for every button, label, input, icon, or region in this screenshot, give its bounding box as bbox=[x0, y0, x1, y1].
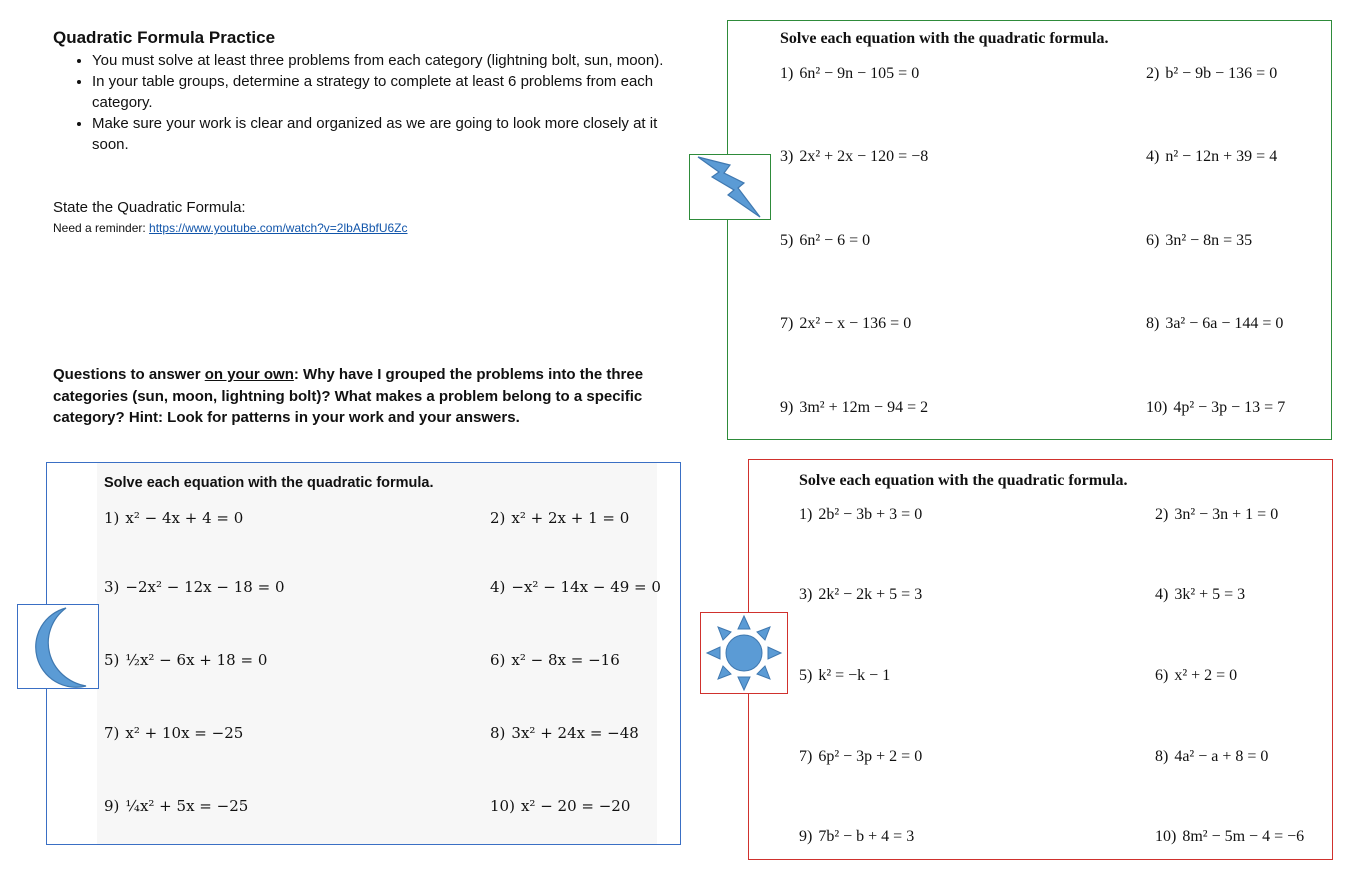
lightning-problem-6 bbox=[1146, 232, 1252, 250]
moon-problem-10 bbox=[490, 797, 630, 815]
moon-problem-7 bbox=[104, 724, 243, 742]
questions-emphasis: on your own bbox=[204, 366, 294, 383]
problem-number: 7) bbox=[799, 748, 813, 765]
instruction-item: • Make sure your work is clear and organized as we are going to look more closely at it soon. bbox=[92, 113, 692, 155]
problem-equation: x² + 2 = 0 bbox=[1174, 667, 1238, 684]
problem-equation: b² − 9b − 136 = 0 bbox=[1165, 65, 1278, 82]
problem-equation: 6n² − 9n − 105 = 0 bbox=[799, 65, 920, 82]
problem-number: 8) bbox=[490, 724, 506, 742]
problem-equation: −2x² − 12x − 18 = 0 bbox=[125, 578, 285, 596]
lightning-problem-set bbox=[727, 20, 1332, 440]
problem-equation: 4p² − 3p − 13 = 7 bbox=[1173, 399, 1286, 416]
problem-number: 3) bbox=[780, 148, 794, 165]
problem-number: 3) bbox=[799, 586, 813, 603]
sun-problem-2 bbox=[1155, 506, 1278, 524]
lightning-bolt-icon bbox=[690, 155, 770, 219]
problem-equation: 6p² − 3p + 2 = 0 bbox=[818, 748, 923, 765]
moon-problem-set bbox=[46, 462, 681, 845]
moon-problem-6 bbox=[490, 651, 620, 669]
problem-number: 6) bbox=[1146, 232, 1160, 249]
problem-equation: x² − 20 = −20 bbox=[520, 797, 631, 815]
problem-equation: 4a² − a + 8 = 0 bbox=[1174, 748, 1269, 765]
problem-number: 7) bbox=[104, 724, 120, 742]
lightning-problem-7 bbox=[780, 315, 911, 333]
sun-problem-4 bbox=[1155, 586, 1245, 604]
problem-equation: ½x² − 6x + 18 = 0 bbox=[125, 651, 268, 669]
problem-number: 6) bbox=[490, 651, 506, 669]
lightning-problem-5 bbox=[780, 232, 870, 250]
instruction-item: • You must solve at least three problems from each category (lightning bolt, sun, moon). bbox=[92, 50, 692, 71]
problem-equation: −x² − 14x − 49 = 0 bbox=[511, 578, 661, 596]
sun-problem-7 bbox=[799, 748, 922, 766]
reminder-label: Need a reminder: bbox=[53, 221, 150, 235]
problem-number: 10) bbox=[1155, 828, 1177, 845]
problem-number: 8) bbox=[1146, 315, 1160, 332]
moon-problem-5 bbox=[104, 651, 267, 669]
moon-set-heading: Solve each equation with the quadratic formula. bbox=[104, 475, 434, 491]
sun-problem-10 bbox=[1155, 828, 1304, 846]
crescent-moon-icon bbox=[18, 605, 98, 688]
problem-equation: k² = −k − 1 bbox=[818, 667, 891, 684]
problem-equation: 3x² + 24x = −48 bbox=[511, 724, 639, 742]
moon-problem-2 bbox=[490, 509, 629, 527]
sun-icon bbox=[701, 613, 787, 693]
problem-number: 1) bbox=[780, 65, 794, 82]
lightning-problem-3 bbox=[780, 148, 928, 166]
reflection-questions bbox=[53, 364, 663, 429]
instruction-list bbox=[70, 50, 692, 155]
problem-equation: 2b² − 3b + 3 = 0 bbox=[818, 506, 923, 523]
state-formula-prompt: State the Quadratic Formula: bbox=[53, 199, 246, 216]
moon-problem-1 bbox=[104, 509, 243, 527]
reminder-line bbox=[53, 221, 408, 235]
problem-number: 1) bbox=[104, 509, 120, 527]
problem-number: 1) bbox=[799, 506, 813, 523]
sun-problem-9 bbox=[799, 828, 914, 846]
sun-problem-set bbox=[748, 459, 1333, 860]
problem-number: 5) bbox=[799, 667, 813, 684]
problem-number: 5) bbox=[780, 232, 794, 249]
problem-equation: 7b² − b + 4 = 3 bbox=[818, 828, 915, 845]
sun-problem-3 bbox=[799, 586, 922, 604]
problem-equation: x² + 10x = −25 bbox=[125, 724, 244, 742]
problem-number: 2) bbox=[1146, 65, 1160, 82]
problem-equation: x² + 2x + 1 = 0 bbox=[511, 509, 630, 527]
problem-equation: 3k² + 5 = 3 bbox=[1174, 586, 1246, 603]
moon-problem-3 bbox=[104, 578, 284, 596]
problem-number: 8) bbox=[1155, 748, 1169, 765]
lightning-problem-8 bbox=[1146, 315, 1283, 333]
problem-number: 4) bbox=[1155, 586, 1169, 603]
sun-set-heading: Solve each equation with the quadratic formula. bbox=[799, 472, 1128, 489]
problem-number: 4) bbox=[1146, 148, 1160, 165]
problem-equation: 8m² − 5m − 4 = −6 bbox=[1182, 828, 1305, 845]
moon-problem-8 bbox=[490, 724, 639, 742]
questions-body: : Why have I grouped the problems into the three categories (sun, moon, lightning bolt)? What makes a problem belong to a specific category? Hint: Look for patterns in your work and your answers. bbox=[53, 366, 644, 426]
sun-category-badge bbox=[700, 612, 788, 694]
problem-equation: x² − 4x + 4 = 0 bbox=[125, 509, 244, 527]
problem-number: 9) bbox=[780, 399, 794, 416]
problem-number: 5) bbox=[104, 651, 120, 669]
lightning-set-heading: Solve each equation with the quadratic formula. bbox=[780, 30, 1109, 47]
lightning-problem-9 bbox=[780, 399, 928, 417]
instruction-item: • In your table groups, determine a strategy to complete at least 6 problems from each category. bbox=[92, 71, 692, 113]
moon-problem-4 bbox=[490, 578, 661, 596]
sun-problem-5 bbox=[799, 667, 890, 685]
problem-number: 3) bbox=[104, 578, 120, 596]
problem-equation: 2k² − 2k + 5 = 3 bbox=[818, 586, 923, 603]
lightning-problem-2 bbox=[1146, 65, 1277, 83]
problem-number: 9) bbox=[104, 797, 120, 815]
problem-equation: 3n² − 8n = 35 bbox=[1165, 232, 1253, 249]
page-title: Quadratic Formula Practice bbox=[53, 28, 276, 47]
problem-number: 10) bbox=[1146, 399, 1168, 416]
problem-equation: x² − 8x = −16 bbox=[511, 651, 620, 669]
lightning-problem-10 bbox=[1146, 399, 1285, 417]
lightning-category-badge bbox=[689, 154, 771, 220]
problem-equation: 3m² + 12m − 94 = 2 bbox=[799, 399, 929, 416]
problem-equation: 3n² − 3n + 1 = 0 bbox=[1174, 506, 1279, 523]
problem-number: 2) bbox=[490, 509, 506, 527]
problem-equation: 6n² − 6 = 0 bbox=[799, 232, 871, 249]
sun-problem-1 bbox=[799, 506, 922, 524]
sun-problem-6 bbox=[1155, 667, 1237, 685]
problem-equation: 2x² + 2x − 120 = −8 bbox=[799, 148, 929, 165]
problem-number: 7) bbox=[780, 315, 794, 332]
lightning-problem-1 bbox=[780, 65, 919, 83]
moon-category-badge bbox=[17, 604, 99, 689]
reminder-video-link[interactable]: https://www.youtube.com/watch?v=2lbABbfU6Zc bbox=[149, 221, 408, 235]
sun-problem-8 bbox=[1155, 748, 1268, 766]
problem-number: 6) bbox=[1155, 667, 1169, 684]
problem-number: 2) bbox=[1155, 506, 1169, 523]
questions-prefix: Questions to answer bbox=[53, 366, 205, 383]
problem-number: 9) bbox=[799, 828, 813, 845]
problem-number: 4) bbox=[490, 578, 506, 596]
moon-problem-9 bbox=[104, 797, 248, 815]
lightning-problem-4 bbox=[1146, 148, 1277, 166]
problem-number: 10) bbox=[490, 797, 515, 815]
problem-equation: n² − 12n + 39 = 4 bbox=[1165, 148, 1278, 165]
problem-equation: ¼x² + 5x = −25 bbox=[125, 797, 249, 815]
problem-equation: 2x² − x − 136 = 0 bbox=[799, 315, 912, 332]
problem-equation: 3a² − 6a − 144 = 0 bbox=[1165, 315, 1284, 332]
